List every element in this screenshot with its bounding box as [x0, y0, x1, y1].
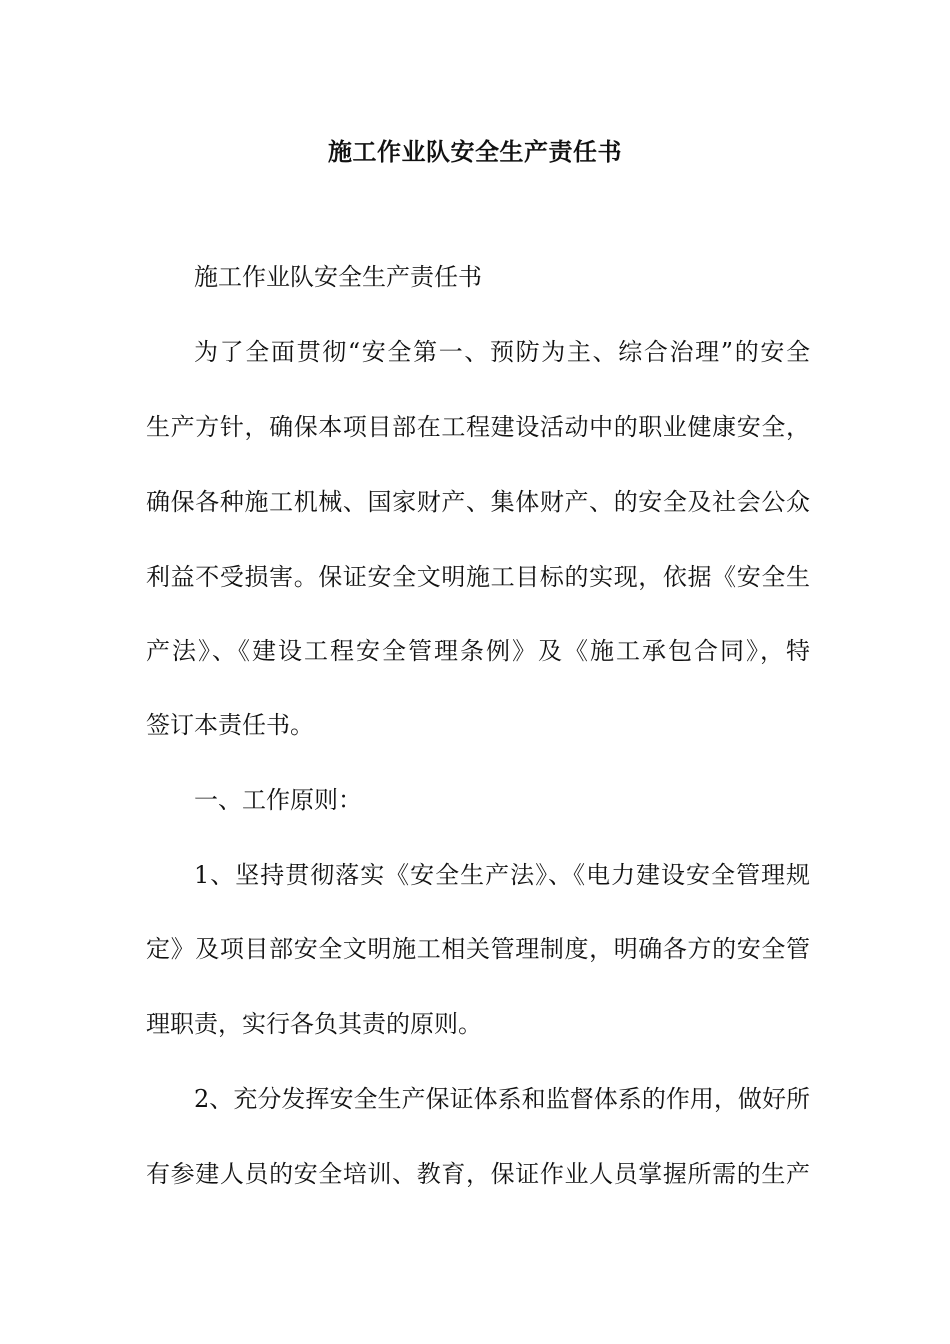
paragraph-line: 定》及项目部安全文明施工相关管理制度，明确各方的安全管 — [146, 935, 810, 963]
paragraph-line: 2、充分发挥安全生产保证体系和监督体系的作用，做好所 — [194, 1085, 810, 1113]
paragraph-line: 利益不受损害。保证安全文明施工目标的实现，依据《安全生 — [146, 563, 810, 591]
paragraph-line: 生产方针，确保本项目部在工程建设活动中的职业健康安全， — [146, 413, 810, 441]
paragraph-line: 有参建人员的安全培训、教育，保证作业人员掌握所需的生产 — [146, 1160, 810, 1188]
paragraph-line: 1、坚持贯彻落实《安全生产法》、《电力建设安全管理规 — [194, 861, 810, 889]
subtitle-line: 施工作业队安全生产责任书 — [194, 263, 482, 291]
document-title: 施工作业队安全生产责任书 — [328, 137, 622, 166]
paragraph-line: 理职责，实行各负其责的原则。 — [146, 1010, 482, 1038]
paragraph-line: 为了全面贯彻“安全第一、预防为主、综合治理”的安全 — [194, 338, 810, 366]
paragraph-line: 签订本责任书。 — [146, 711, 314, 739]
paragraph-line: 确保各种施工机械、国家财产、集体财产、的安全及社会公众 — [146, 488, 810, 516]
paragraph-line: 产法》、《建设工程安全管理条例》及《施工承包合同》，特 — [146, 637, 810, 665]
section-heading: 一、工作原则： — [194, 786, 362, 814]
